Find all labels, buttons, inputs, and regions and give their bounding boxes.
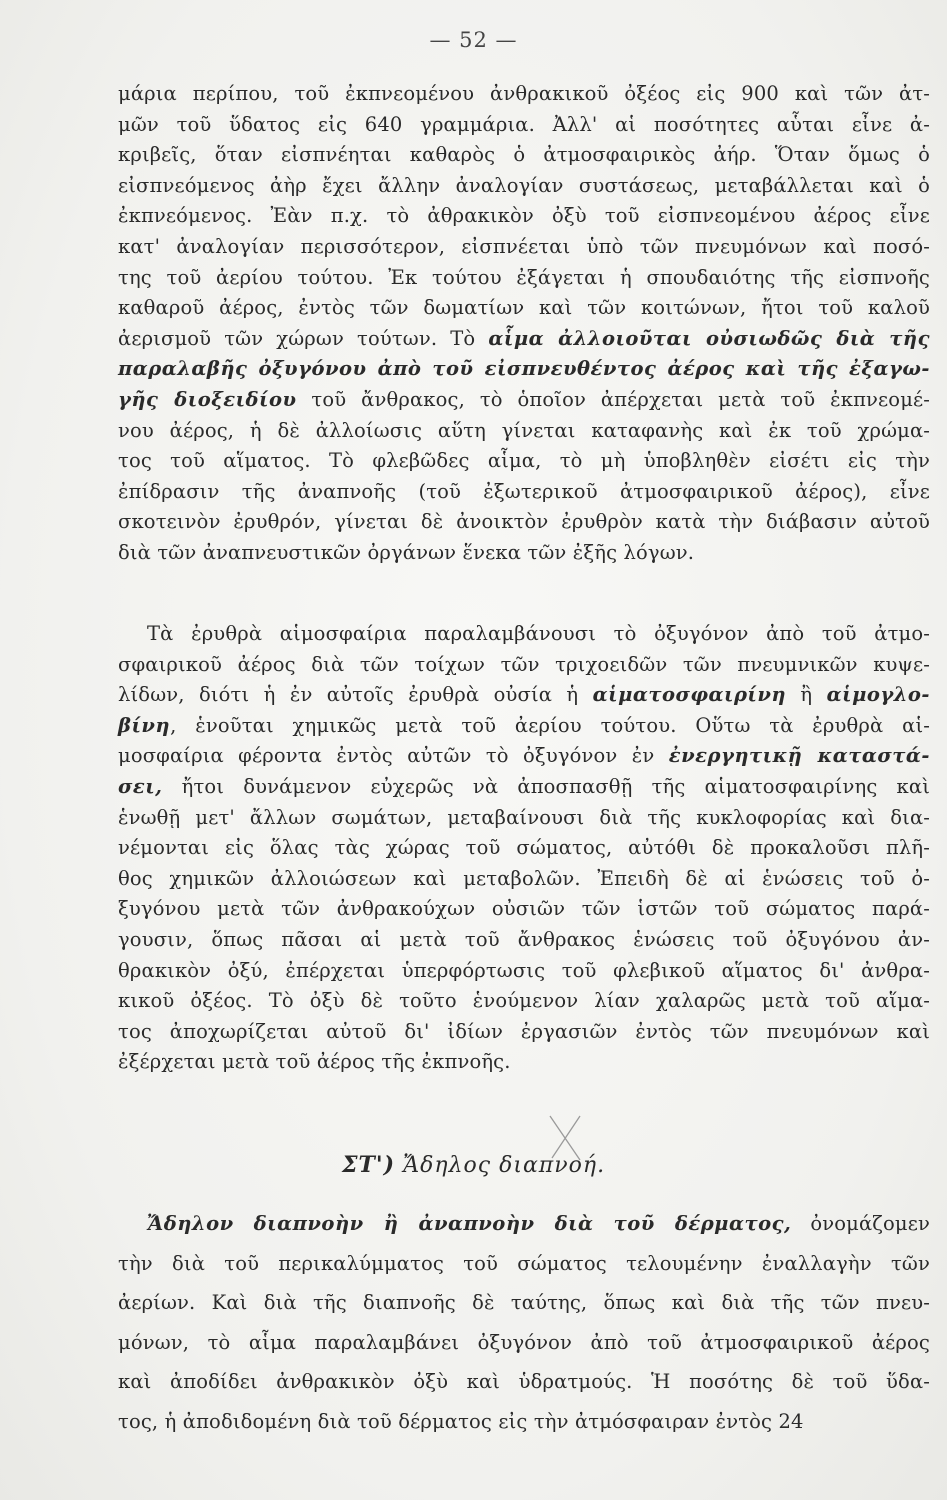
emphasized-text: βίνη (118, 713, 171, 737)
text-run: ἀερισμοῦ τῶν χώρων τούτων. Τὸ (118, 326, 489, 350)
text-line (118, 264, 930, 292)
text-run: κριβεῖς, ὅταν εἰσπνέηται καθαρὸς ὁ ἀτμοσφαιρικὸς ἀήρ. Ὅταν ὅμως ὁ (118, 143, 930, 167)
emphasized-text: γῆς διοξειδίου (118, 388, 297, 411)
text-run: ἀερίων. Καὶ διὰ τῆς διαπνοῆς δὲ ταύτης, ὅπως καὶ διὰ τῆς τῶν πνευ- (118, 1291, 930, 1314)
section-heading (0, 1152, 947, 1178)
text-run: γουσιν, ὅπως πᾶσαι αἱ μετὰ τοῦ ἄνθρακος ἑνώσεις τοῦ ὀξυγόνου ἀν- (118, 928, 930, 951)
text-line (118, 681, 930, 709)
text-line (118, 172, 930, 200)
text-run: τὴν διὰ τοῦ περικαλύμματος τοῦ σώματος τελουμένην ἐναλλαγὴν τῶν (118, 1251, 930, 1275)
text-line (118, 926, 930, 954)
text-line (118, 834, 930, 862)
text-run: εἰσπνεόμενος ἀὴρ ἔχει ἄλλην ἀναλογίαν συστάσεως, μεταβάλλεται καὶ ὁ (118, 173, 930, 197)
text-run: καθαροῦ ἀέρος, ἐντὸς τῶν δωματίων καὶ τῶν κοιτώνων, ἤτοι τοῦ καλοῦ (118, 296, 930, 320)
text-run: διὰ τῶν ἀναπνευστικῶν ὀργάνων ἕνεκα τῶν ἐξῆς λόγων. (118, 541, 695, 564)
section-heading-number: ΣΤ') (341, 1152, 396, 1178)
text-line (118, 355, 930, 383)
text-run: ἑνωθῇ μετ' ἄλλων σωμάτων, μεταβαίνουσι διὰ τῆς κυκλοφορίας καὶ δια- (118, 805, 930, 829)
text-line (118, 987, 930, 1015)
emphasized-text: σει, (118, 775, 163, 798)
text-line (118, 233, 930, 261)
text-line (118, 1329, 930, 1357)
text-run: τος ἀποχωρίζεται αὐτοῦ δι' ἰδίων ἐργασιῶν ἐντὸς τῶν πνευμόνων καὶ (118, 1019, 930, 1043)
text-run: νέμονται εἰς ὅλας τὰς χώρας τοῦ σώματος, αὐτόθι δὲ προκαλοῦσι πλῆ- (118, 836, 930, 860)
emphasized-text: ἐνεργητικῇ καταστά- (668, 744, 930, 768)
text-line (118, 865, 930, 893)
text-run: ξυγόνου μετὰ τῶν ἀνθρακούχων οὐσιῶν τῶν ἱστῶν τοῦ σώματος παρά- (118, 897, 930, 921)
text-line (118, 1048, 930, 1076)
text-line (118, 294, 930, 322)
text-line (118, 508, 930, 536)
text-line (118, 712, 930, 740)
text-run: της τοῦ ἀερίου τούτου. Ἐκ τούτου ἐξάγεται ἡ σπουδαιότης τῆς εἰσπνοῆς (118, 265, 930, 289)
text-line (118, 651, 930, 679)
text-line (118, 957, 930, 985)
text-run: κικοῦ ὀξέος. Τὸ ὀξὺ δὲ τοῦτο ἑνούμενον λίαν χαλαρῶς μετὰ τοῦ αἵμα- (118, 989, 930, 1013)
text-line (118, 325, 930, 353)
text-line (118, 1368, 930, 1396)
text-line (118, 539, 930, 567)
text-line (118, 1018, 930, 1046)
text-run: λίδων, διότι ἡ ἐν αὐτοῖς ἐρυθρὰ οὐσία ἡ (118, 683, 593, 707)
page-number: — 52 — (429, 28, 518, 52)
text-run: μόνων, τὸ αἷμα παραλαμβάνει ὀξυγόνον ἀπὸ τοῦ ἀτμοσφαιρικοῦ ἀέρος (118, 1330, 930, 1354)
text-run: κατ' ἀναλογίαν περισσότερον, εἰσπνέεται ὑπὸ τῶν πνευμόνων καὶ ποσό- (118, 235, 930, 258)
text-line (118, 1289, 930, 1317)
text-line (118, 1408, 930, 1436)
text-line (118, 478, 930, 506)
text-run: Τὰ ἐρυθρὰ αἱμοσφαίρια παραλαμβάνουσι τὸ ὀξυγόνον ἀπὸ τοῦ ἀτμο- (147, 622, 930, 645)
text-line (118, 804, 930, 832)
text-line (118, 386, 930, 414)
text-run: σκοτεινὸν ἐρυθρόν, γίνεται δὲ ἀνοικτὸν ἐρυθρὸν κατὰ τὴν διάβασιν αὐτοῦ (118, 510, 930, 534)
text-run: μοσφαίρια φέροντα ἐντὸς αὐτῶν τὸ ὀξυγόνον ἐν (118, 744, 669, 768)
section-heading-title: Ἄδηλος διαπνοή. (395, 1153, 606, 1178)
text-run: ὀνομάζομεν (791, 1212, 930, 1235)
emphasized-text: παραλαβῆς ὀξυγόνου ἀπὸ τοῦ εἰσπνευθέντος ἀέρος καὶ τῆς ἐξαγω- (118, 357, 930, 381)
text-run: μάρια περίπου, τοῦ ἐκπνεομένου ἀνθρακικοῦ ὀξέος εἰς 900 καὶ τῶν ἀτ- (118, 82, 930, 105)
text-line (118, 447, 930, 475)
text-line (118, 742, 930, 770)
text-line (118, 80, 930, 108)
text-line (118, 895, 930, 923)
text-run: θρακικὸν ὀξύ, ἐπέρχεται ὑπερφόρτωσις τοῦ φλεβικοῦ αἵματος δι' ἀνθρα- (118, 958, 930, 982)
text-line (118, 141, 930, 169)
text-run: ἢ (786, 683, 827, 707)
text-line (118, 202, 930, 230)
text-run: ἐπίδρασιν τῆς ἀναπνοῆς (τοῦ ἐξωτερικοῦ ἀτμοσφαιρικοῦ ἀέρος), εἶνε (118, 479, 930, 503)
text-run: νου ἀέρος, ἡ δὲ ἀλλοίωσις αὕτη γίνεται καταφανὴς καὶ ἐκ τοῦ χρώμα- (118, 418, 930, 442)
text-line (147, 620, 930, 648)
emphasized-text: Ἄδηλον διαπνοὴν ἢ ἀναπνοὴν διὰ τοῦ δέρματος, (147, 1212, 792, 1235)
emphasized-text: αἱμογλο- (826, 683, 930, 707)
text-run: ἐκπνεόμενος. Ἐὰν π.χ. τὸ ἀθρακικὸν ὀξὺ τοῦ εἰσπνεομένου ἀέρος εἶνε (118, 204, 930, 228)
text-line (118, 111, 930, 139)
text-line (147, 1210, 930, 1238)
text-line (118, 773, 930, 801)
text-run: ἐξέρχεται μετὰ τοῦ ἀέρος τῆς ἐκπνοῆς. (118, 1050, 511, 1074)
text-run: καὶ ἀποδίδει ἀνθρακικὸν ὀξὺ καὶ ὑδρατμούς. Ἡ ποσότης δὲ τοῦ ὕδα- (118, 1370, 930, 1393)
text-line (118, 417, 930, 445)
text-line (118, 1250, 930, 1278)
text-run: τος τοῦ αἵματος. Τὸ φλεβῶδες αἷμα, τὸ μὴ ὑποβληθὲν εἰσέτι εἰς τὴν (118, 449, 930, 473)
text-run: ἤτοι δυνάμενον εὐχερῶς νὰ ἀποσπασθῇ τῆς αἱματοσφαιρίνης καὶ (162, 775, 930, 798)
text-run: , ἑνοῦται χημικῶς μετὰ τοῦ ἀερίου τούτου. Οὕτω τὰ ἐρυθρὰ αἱ- (170, 713, 930, 737)
text-run: θος χημικῶν ἀλλοιώσεων καὶ μεταβολῶν. Ἐπειδὴ δὲ αἱ ἑνώσεις τοῦ ὀ- (118, 866, 930, 890)
text-run: τος, ἡ ἀποδιδομένη διὰ τοῦ δέρματος εἰς τὴν ἀτμόσφαιραν ἐντὸς 24 (118, 1409, 804, 1433)
text-run: σφαιρικοῦ ἀέρος διὰ τῶν τοίχων τῶν τριχοειδῶν τῶν πνευμνικῶν κυψε- (118, 652, 930, 676)
text-run: τοῦ ἄνθρακος, τὸ ὁποῖον ἀπέρχεται μετὰ τοῦ ἐκπνεομέ- (296, 388, 931, 411)
emphasized-text: αἱματοσφαιρίνη (592, 683, 787, 707)
emphasized-text: αἷμα ἀλλοιοῦται οὐσιωδῶς διὰ τῆς (488, 326, 930, 350)
text-run: μῶν τοῦ ὕδατος εἰς 640 γραμμάρια. Ἀλλ' αἱ ποσότητες αὗται εἶνε ἀ- (118, 112, 930, 136)
